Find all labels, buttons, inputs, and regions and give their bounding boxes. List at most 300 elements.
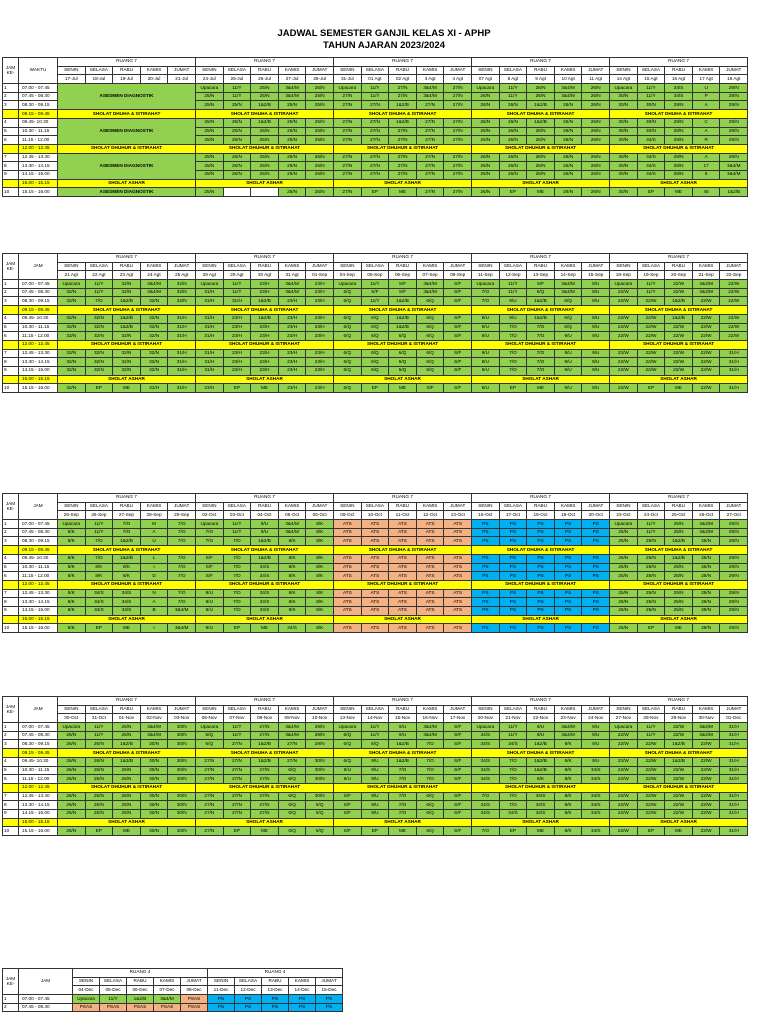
class-cell: 1&2/B <box>665 297 693 306</box>
class-cell: 32/N <box>58 349 86 358</box>
break-cell: SHOLAT DHUHUR & ISTIRAHAT <box>58 340 196 349</box>
class-cell: 22/W <box>610 366 638 375</box>
class-cell: 1&2/B <box>527 766 555 775</box>
class-cell: PS <box>316 995 343 1004</box>
break-cell: SHOLAT DHUHUR & ISTIRAHAT <box>58 783 196 792</box>
class-cell: ME <box>665 827 693 836</box>
class-cell: 23/H <box>278 384 306 393</box>
class-cell: 26/N <box>499 162 527 171</box>
class-cell: 25/N <box>610 554 638 563</box>
class-cell: ME <box>251 384 279 393</box>
class-cell: 11/Y <box>637 528 665 537</box>
class-cell: P <box>692 92 720 101</box>
class-cell: S/F <box>444 366 472 375</box>
class-cell: 32/N <box>140 323 168 332</box>
class-cell: PS <box>472 528 500 537</box>
schedule-row <box>3 384 748 393</box>
class-cell: 26/N <box>499 127 527 136</box>
class-cell: 3&4/M <box>416 280 444 289</box>
class-cell: 22/W <box>665 358 693 367</box>
jam-number: 2 <box>3 731 19 740</box>
class-cell: 25/N <box>196 188 224 197</box>
day-header: RABU <box>113 502 141 511</box>
jam-number <box>3 818 19 827</box>
day-header: SENIN <box>334 502 362 511</box>
date-header: 08-Sep <box>444 271 472 280</box>
class-cell: S/F <box>444 801 472 810</box>
class-cell: S/F <box>444 731 472 740</box>
jam-number: 5 <box>3 766 19 775</box>
jam-ke-header: JAM KE- <box>3 697 19 723</box>
jam-number <box>3 783 19 792</box>
class-cell: 31/H <box>720 723 748 732</box>
class-cell: 26/N <box>58 827 86 836</box>
class-cell: 32/N <box>140 332 168 341</box>
class-cell: 9/U <box>472 349 500 358</box>
class-cell: 6/Q <box>416 349 444 358</box>
class-cell: 7/O <box>223 572 251 581</box>
class-cell: 6/Q <box>361 740 389 749</box>
date-header: 04-Oct <box>251 511 279 520</box>
schedule-row <box>3 995 343 1004</box>
day-header: SELASA <box>223 705 251 714</box>
class-cell: 23/H <box>223 349 251 358</box>
date-header: 16-Oct <box>472 511 500 520</box>
day-header: KAMIS <box>554 66 582 75</box>
class-cell: 8/K <box>58 606 86 615</box>
room-header: RUANG 7 <box>472 494 610 503</box>
class-cell: ATS <box>416 528 444 537</box>
day-header: JUMAT <box>181 977 208 986</box>
date-header: 02-Oct <box>196 511 224 520</box>
class-cell: 1&2/B <box>251 554 279 563</box>
class-cell: 27/N <box>389 127 417 136</box>
schedule-row <box>3 775 748 784</box>
class-cell: Upacara <box>334 280 362 289</box>
class-cell: 25/N <box>610 606 638 615</box>
class-cell: 34/S <box>582 775 610 784</box>
class-cell: 31/H <box>223 297 251 306</box>
class-cell: 30/N <box>168 731 196 740</box>
break-cell: SHOLAT DHUHA & ISTIRAHAT <box>610 306 748 315</box>
day-header: SELASA <box>499 705 527 714</box>
class-cell: 27/N <box>334 170 362 179</box>
class-cell: 31/H <box>196 297 224 306</box>
date-header: 12-Oct <box>416 511 444 520</box>
date-header: 02 Agt <box>389 75 417 84</box>
class-cell: 30/N <box>306 757 334 766</box>
day-header: SENIN <box>196 705 224 714</box>
class-cell: ATS <box>389 572 417 581</box>
class-cell: Upacara <box>196 520 224 529</box>
day-header: KAMIS <box>278 705 306 714</box>
class-cell: 8/K <box>306 606 334 615</box>
class-cell: 22/W <box>665 366 693 375</box>
class-cell: 25/N <box>251 127 279 136</box>
class-cell: 30/N <box>140 827 168 836</box>
class-cell: 29/N <box>692 598 720 607</box>
date-header: 11 Agt <box>582 75 610 84</box>
class-cell: 23/H <box>223 314 251 323</box>
day-header: KAMIS <box>140 66 168 75</box>
class-cell: 26/N <box>113 809 141 818</box>
break-cell: SHOLAT ASHAR <box>334 375 472 384</box>
class-cell: 31/H <box>196 349 224 358</box>
class-cell: 27/N <box>444 136 472 145</box>
class-cell: 1&2/B <box>527 118 555 127</box>
class-cell: 23/H <box>251 366 279 375</box>
class-cell: PS <box>262 995 289 1004</box>
schedule-row <box>3 809 748 818</box>
header-room-row <box>3 58 748 67</box>
class-cell: 26/N <box>58 801 86 810</box>
class-cell: 29/N <box>720 624 748 633</box>
class-cell: 3&4/M <box>692 520 720 529</box>
class-cell: 30/N <box>168 801 196 810</box>
class-cell: 22/W <box>720 297 748 306</box>
class-cell: ATS <box>334 563 362 572</box>
schedule-row <box>3 118 748 127</box>
jam-number: 7 <box>3 349 19 358</box>
room-header: RUANG 7 <box>610 254 748 263</box>
class-cell: 9/U <box>472 366 500 375</box>
class-cell: ATS <box>444 572 472 581</box>
class-cell: 34/S <box>582 792 610 801</box>
class-cell: 34/S <box>85 606 113 615</box>
class-cell: 11/Y <box>637 84 665 93</box>
class-cell: 8/K <box>306 598 334 607</box>
class-cell: 30/N <box>610 101 638 110</box>
class-cell: 8/K <box>554 757 582 766</box>
date-header: 10 Agt <box>554 75 582 84</box>
class-cell: 1&2/B <box>251 101 279 110</box>
day-header: KAMIS <box>692 705 720 714</box>
class-cell: 3&4/M <box>692 288 720 297</box>
date-header: 29-Nov <box>665 714 693 723</box>
class-cell: 26/N <box>472 188 500 197</box>
class-cell: 8/K <box>306 520 334 529</box>
class-cell: 29/N <box>720 537 748 546</box>
class-cell: 30/N <box>168 792 196 801</box>
class-cell: EP <box>361 384 389 393</box>
break-cell: SHOLAT DHUHUR & ISTIRAHAT <box>196 340 334 349</box>
class-cell: Upacara <box>196 280 224 289</box>
class-cell: PS <box>527 598 555 607</box>
jam-number: 4 <box>3 554 19 563</box>
break-cell: SHOLAT DHUHUR & ISTIRAHAT <box>334 783 472 792</box>
class-cell: 27/N <box>334 188 362 197</box>
class-cell: ME <box>251 827 279 836</box>
class-cell: 26/N <box>527 84 555 93</box>
class-cell: S/F <box>334 809 362 818</box>
class-cell: 26/N <box>527 162 555 171</box>
class-cell: 25/N <box>692 537 720 546</box>
class-cell: PS <box>582 520 610 529</box>
class-cell: PS <box>289 1003 316 1012</box>
class-cell: 11/Y <box>223 92 251 101</box>
class-cell: 29/N <box>692 589 720 598</box>
class-cell: 34/S <box>472 775 500 784</box>
time-cell: 07.00 - 07.45 <box>19 84 58 93</box>
schedule-row <box>3 332 748 341</box>
time-cell: 10.30 - 11.15 <box>19 766 58 775</box>
class-cell: PS <box>499 554 527 563</box>
jam-number: 8 <box>3 162 19 171</box>
class-cell: 25/N <box>223 118 251 127</box>
schedule-row <box>3 280 748 289</box>
day-header: SELASA <box>85 705 113 714</box>
class-cell: 29/N <box>720 127 748 136</box>
class-cell: PS <box>527 606 555 615</box>
class-cell: 22/W <box>692 358 720 367</box>
class-cell: 30/N <box>168 740 196 749</box>
class-cell: 11/Y <box>499 723 527 732</box>
class-cell: C <box>692 118 720 127</box>
class-cell: S/F <box>444 792 472 801</box>
date-header: 22-Nov <box>527 714 555 723</box>
schedule-row <box>3 563 748 572</box>
day-header: JUMAT <box>720 705 748 714</box>
jam-number: 9 <box>3 606 19 615</box>
class-cell: 31/H <box>196 314 224 323</box>
class-cell: 26/N <box>113 801 141 810</box>
class-cell: 26/N <box>582 188 610 197</box>
class-cell: 9/U <box>196 598 224 607</box>
class-cell: 32/N <box>58 384 86 393</box>
break-cell: SHOLAT ASHAR <box>58 818 196 827</box>
class-cell: 11/Y <box>361 723 389 732</box>
class-cell: 6/Q <box>278 801 306 810</box>
class-cell: ATS <box>416 589 444 598</box>
class-cell: 25/N <box>196 153 224 162</box>
day-header: JUMAT <box>582 66 610 75</box>
day-header: KAMIS <box>154 977 181 986</box>
time-cell: 07.00 - 07.45 <box>19 520 58 529</box>
class-cell: ME <box>113 384 141 393</box>
class-cell: 22/W <box>610 792 638 801</box>
class-cell: 22/W <box>692 809 720 818</box>
class-cell: Upacara <box>58 520 86 529</box>
time-cell: 10.30 - 11.15 <box>19 323 58 332</box>
header-dates-row <box>3 714 748 723</box>
break-cell: SHOLAT DHUHA & ISTIRAHAT <box>334 546 472 555</box>
class-cell: 31/H <box>720 731 748 740</box>
date-header: 01-Dec <box>720 714 748 723</box>
class-cell: 26/N <box>85 775 113 784</box>
class-cell: 9/U <box>251 528 279 537</box>
day-header: KAMIS <box>289 977 316 986</box>
class-cell: 25/N <box>306 136 334 145</box>
class-cell: 29/N <box>665 127 693 136</box>
class-cell: 22/W <box>692 801 720 810</box>
class-cell: 26/N <box>85 801 113 810</box>
day-header: JUMAT <box>582 705 610 714</box>
day-header: SENIN <box>334 705 362 714</box>
time-cell: 12.45 - 13.30 <box>19 349 58 358</box>
time-cell: 07.00 - 07.45 <box>19 723 58 732</box>
time-cell: 09.45- 10.30 <box>19 554 58 563</box>
date-header: 02-Nov <box>140 714 168 723</box>
class-cell: 6/Q <box>334 332 362 341</box>
class-cell: PS <box>527 589 555 598</box>
class-cell: 27/N <box>223 809 251 818</box>
class-cell: 25/N <box>196 118 224 127</box>
class-cell: 7/O <box>499 766 527 775</box>
date-header: 21 Agt <box>58 271 86 280</box>
class-cell: 26/N <box>85 766 113 775</box>
class-cell: 22/W <box>610 332 638 341</box>
class-cell: 7/O <box>223 554 251 563</box>
class-cell: 27/N <box>416 118 444 127</box>
class-cell: 23/H <box>278 314 306 323</box>
class-cell: 9/U <box>582 332 610 341</box>
class-cell: 1&2/B <box>527 757 555 766</box>
class-cell: 27/N <box>416 170 444 179</box>
class-cell: S/F <box>444 740 472 749</box>
class-cell: 27/N <box>223 801 251 810</box>
class-cell: 1&2/B <box>113 757 141 766</box>
class-cell: Upacara <box>334 723 362 732</box>
break-cell: SHOLAT DHUHUR & ISTIRAHAT <box>610 783 748 792</box>
class-cell: 9/U <box>582 349 610 358</box>
day-header: SELASA <box>85 502 113 511</box>
class-cell: 31/H <box>720 740 748 749</box>
class-cell: ATS <box>444 598 472 607</box>
class-cell: 26/N <box>582 170 610 179</box>
class-cell: S/F <box>444 809 472 818</box>
day-header: SENIN <box>196 66 224 75</box>
jam-number: 2 <box>3 92 19 101</box>
class-cell: 27/N <box>223 757 251 766</box>
schedule-row <box>3 323 748 332</box>
class-cell: 32/N <box>58 288 86 297</box>
class-cell: 7/O <box>527 358 555 367</box>
class-cell: 32/N <box>113 366 141 375</box>
room-header: RUANG 7 <box>196 254 334 263</box>
class-cell: 25/N <box>610 528 638 537</box>
class-cell: 34/S <box>113 606 141 615</box>
class-cell: ME <box>113 624 141 633</box>
class-cell: S/F <box>444 384 472 393</box>
jam-number: 5 <box>3 127 19 136</box>
class-cell: 27/N <box>223 766 251 775</box>
class-cell: 34/S <box>85 589 113 598</box>
class-cell: 29/N <box>720 572 748 581</box>
time-cell: 15.15 - 16.00 <box>19 384 58 393</box>
class-cell: 9/U <box>361 809 389 818</box>
day-header: JUMAT <box>168 66 196 75</box>
class-cell: 9/U <box>554 349 582 358</box>
class-cell: 22/W <box>692 323 720 332</box>
class-cell: 6/Q <box>334 314 362 323</box>
class-cell: PS <box>472 563 500 572</box>
class-cell: 30/N <box>168 757 196 766</box>
class-cell: 1&2/B <box>251 740 279 749</box>
class-cell: PS <box>289 995 316 1004</box>
class-cell: 25/N <box>610 537 638 546</box>
jam-number <box>3 110 19 119</box>
class-cell: 26/N <box>499 118 527 127</box>
class-cell: 3&4/M <box>140 723 168 732</box>
class-cell: 32/N <box>140 297 168 306</box>
class-cell: 8/K <box>85 563 113 572</box>
class-cell: 27/N <box>416 127 444 136</box>
class-cell: 7/O <box>472 792 500 801</box>
class-cell: 29/N <box>665 153 693 162</box>
class-cell: S/F <box>196 572 224 581</box>
jam-number: 8 <box>3 801 19 810</box>
class-cell: 6/Q <box>334 731 362 740</box>
schedule-row <box>3 624 748 633</box>
class-cell: 22/W <box>665 280 693 289</box>
class-cell: 34/S <box>472 731 500 740</box>
time-cell: 14.15 - 15.00 <box>19 606 58 615</box>
class-cell: 29/N <box>306 740 334 749</box>
class-cell: 7/O <box>472 288 500 297</box>
date-header: 17 Agt <box>692 75 720 84</box>
day-header: JUMAT <box>582 262 610 271</box>
schedule-row <box>3 740 748 749</box>
class-cell: ATS <box>361 606 389 615</box>
class-cell: U <box>692 84 720 93</box>
date-header: 13-Oct <box>444 511 472 520</box>
class-cell: 6/Q <box>361 366 389 375</box>
date-header: 10-Nov <box>306 714 334 723</box>
schedule-row <box>3 783 748 792</box>
time-cell: 14.15 - 15.00 <box>19 170 58 179</box>
class-cell: 32/N <box>85 366 113 375</box>
class-cell: 3&4/M <box>154 995 181 1004</box>
class-cell: 26/N <box>58 757 86 766</box>
class-cell: 7/O <box>499 757 527 766</box>
room-header: RUANG 7 <box>196 58 334 67</box>
day-header: RABU <box>389 66 417 75</box>
class-cell: EP <box>637 624 665 633</box>
time-cell: 07.45 - 08.30 <box>19 731 58 740</box>
class-cell: EP <box>499 188 527 197</box>
schedule-row <box>3 537 748 546</box>
class-cell: 30/N <box>140 775 168 784</box>
class-cell: 26/N <box>582 92 610 101</box>
break-cell: SHOLAT DHUHA & ISTIRAHAT <box>58 306 196 315</box>
class-cell: 3&4/M <box>278 723 306 732</box>
time-cell: 13.30 - 14.15 <box>19 162 58 171</box>
date-header: 19-Oct <box>554 511 582 520</box>
class-cell: 25/N <box>223 153 251 162</box>
title-line-2: TAHUN AJARAN 2023/2024 <box>323 40 445 51</box>
class-cell: 22/W <box>610 809 638 818</box>
break-cell: SHOLAT DHUHUR & ISTIRAHAT <box>196 144 334 153</box>
class-cell: 9/U <box>196 606 224 615</box>
class-cell: 7/O <box>389 792 417 801</box>
class-cell: 7/O <box>168 572 196 581</box>
day-header: RABU <box>665 502 693 511</box>
class-cell: 3&4/M <box>416 92 444 101</box>
class-cell: 25/N <box>196 101 224 110</box>
class-cell: 9/U <box>361 757 389 766</box>
class-cell: 7/O <box>499 332 527 341</box>
class-cell: 8/K <box>113 572 141 581</box>
class-cell: 27/N <box>361 136 389 145</box>
date-header: 13-Dec <box>262 986 289 995</box>
class-cell: 32/N <box>58 366 86 375</box>
class-cell: 23/H <box>278 358 306 367</box>
time-cell: 12.45 - 13.30 <box>19 153 58 162</box>
class-cell: 30/N <box>610 118 638 127</box>
jam-number: 6 <box>3 136 19 145</box>
date-header: 24-Jul <box>196 75 224 84</box>
time-cell: 15.15 - 16.00 <box>19 827 58 836</box>
